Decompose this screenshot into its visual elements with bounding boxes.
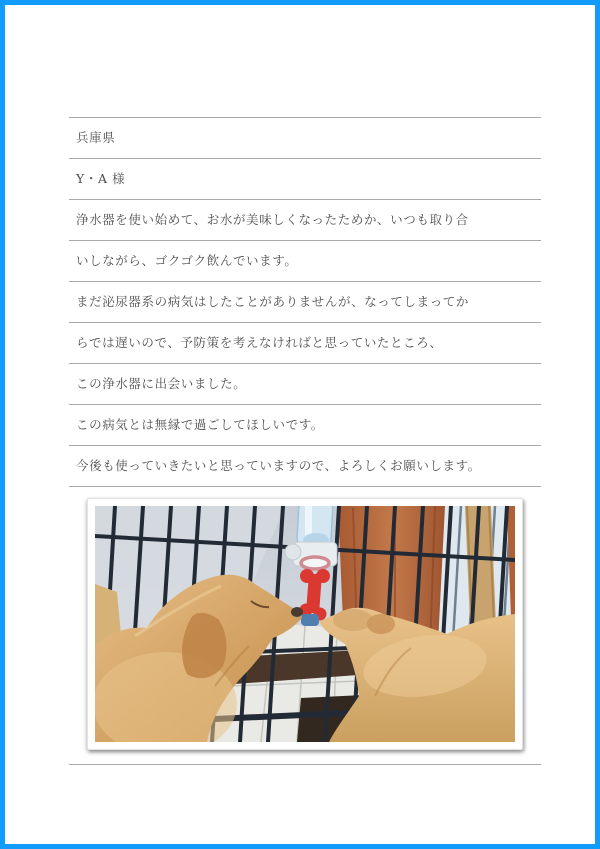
line-text: この病気とは無縁で過ごしてほしいです。	[76, 417, 324, 432]
bottle-nozzle	[301, 614, 319, 626]
customer-text: Y・A 様	[76, 171, 126, 186]
left-dog-nose	[291, 607, 303, 617]
line-text: まだ泌尿器系の病気はしたことがありませんが、なってしまってか	[76, 294, 470, 309]
line-text: らでは遅いので、予防策を考えなければと思っていたところ、	[76, 335, 443, 350]
testimonial-customer	[69, 158, 541, 199]
bottom-rule	[69, 764, 541, 765]
testimonial-line	[69, 199, 541, 240]
testimonial-line	[69, 445, 541, 486]
testimonial-line	[69, 322, 541, 363]
dogs-photo-frame	[87, 498, 523, 750]
testimonial-content	[69, 117, 541, 765]
location-text: 兵庫県	[76, 130, 116, 145]
testimonial-line	[69, 281, 541, 322]
testimonial-location	[69, 117, 541, 158]
line-text: この浄水器に出会いました。	[76, 376, 247, 391]
left-dog-ear	[182, 613, 226, 678]
line-text: 浄水器を使い始めて、お水が美味しくなったためか、いつも取り合	[76, 212, 469, 227]
line-text: いしながら、ゴクゴク飲んでいます。	[76, 253, 298, 268]
testimonial-line	[69, 404, 541, 445]
dogs-photo	[95, 506, 515, 742]
testimonial-line	[69, 363, 541, 404]
photo-row	[69, 486, 541, 764]
line-text: 今後も使っていきたいと思っていますので、よろしくお願いします。	[76, 458, 481, 473]
testimonial-line	[69, 240, 541, 281]
